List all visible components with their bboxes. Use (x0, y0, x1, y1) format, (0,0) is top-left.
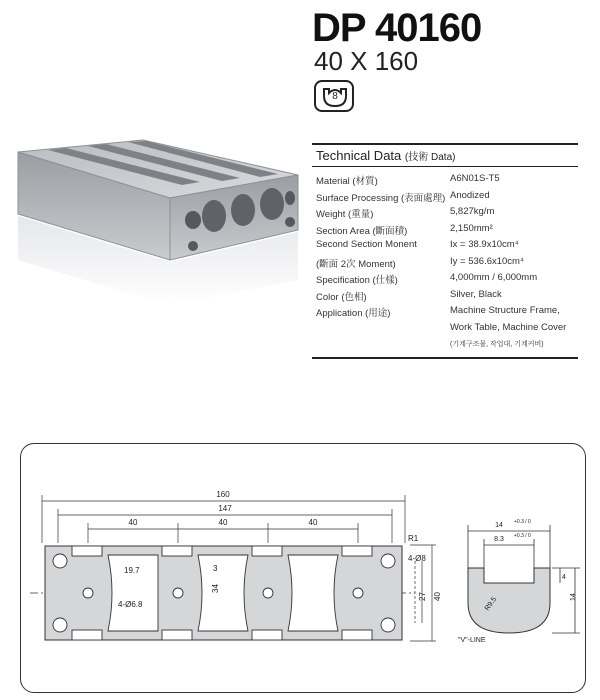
dim-slot-neck: 8.3 (494, 536, 504, 543)
model-title: DP 40160 (312, 6, 482, 50)
dim-radius-r1: R1 (408, 534, 419, 543)
technical-data-rows (312, 167, 578, 355)
spec-row-moment-y: (斷面 2次 Moment) Iy = 536.6x10cm⁴ (316, 255, 525, 270)
spec-row-color: Color (色相) Silver, Black (316, 288, 502, 303)
technical-data-footer-rule (312, 357, 578, 359)
dim-slot-height: 14 (570, 593, 577, 601)
model-size: 40 X 160 (314, 46, 419, 76)
technical-data-title: Technical Data (316, 148, 402, 163)
dim-height-40: 40 (433, 592, 442, 601)
spec-row-weight: Weight (重量) 5,827kg/m (316, 206, 495, 220)
dim-slot-197: 19.7 (124, 566, 140, 575)
cross-section-drawing (20, 443, 586, 693)
technical-data-title-cn: (技術 Data) (404, 152, 456, 163)
technical-data-header (312, 143, 578, 167)
spec-row-moment-x: Second Section Monent Ix = 38.9x10cm⁴ (316, 239, 519, 250)
dim-pitch-1: 40 (128, 518, 138, 527)
dim-height-34: 34 (211, 584, 220, 593)
dim-overall-width: 160 (216, 490, 230, 499)
t-slot-section (468, 568, 550, 633)
dim-hole-d68: 4-Ø6.8 (118, 600, 143, 609)
t-slot-icon (319, 84, 351, 110)
dim-pitch-3: 40 (308, 518, 318, 527)
dim-slot-depth: 4 (562, 574, 566, 581)
technical-data-table (312, 143, 578, 359)
v-line-label: "V"-LINE (458, 637, 486, 644)
dim-pitch-2: 40 (218, 518, 228, 527)
badge-number: 8 (332, 91, 338, 102)
spec-row-surface: Surface Processing (表面處理) Anodized (316, 189, 490, 204)
dim-slot-radius: R9.5 (483, 596, 499, 613)
dim-hole-d8: 4-Ø8 (408, 554, 426, 563)
spec-row-section-area: Section Area (斷面積) 2,150mm² (316, 222, 493, 237)
dim-slot-top: 14 (495, 522, 503, 529)
spec-row-material: Material (材質) A6N01S-T5 (316, 173, 500, 187)
dim-thick-3: 3 (213, 564, 218, 573)
spec-row-application: Application (用途) Machine Structure Frame, (316, 305, 560, 319)
spec-row-specification: Specification (仕樣) 4,000mm / 6,000mm (316, 272, 538, 286)
dim-slot-top-tol: +0.3 / 0 (514, 519, 531, 525)
slot-8-badge (314, 80, 354, 112)
dim-height-27: 27 (418, 592, 427, 601)
dim-inner-width: 147 (218, 504, 232, 513)
spec-row-application-2: Work Table, Machine Cover (450, 321, 567, 333)
spec-row-application-kr: (기계구조물, 작업대, 기계커버) (450, 341, 544, 348)
dim-slot-neck-tol: +0.3 / 0 (514, 533, 531, 539)
profile-3d-image (8, 130, 303, 305)
